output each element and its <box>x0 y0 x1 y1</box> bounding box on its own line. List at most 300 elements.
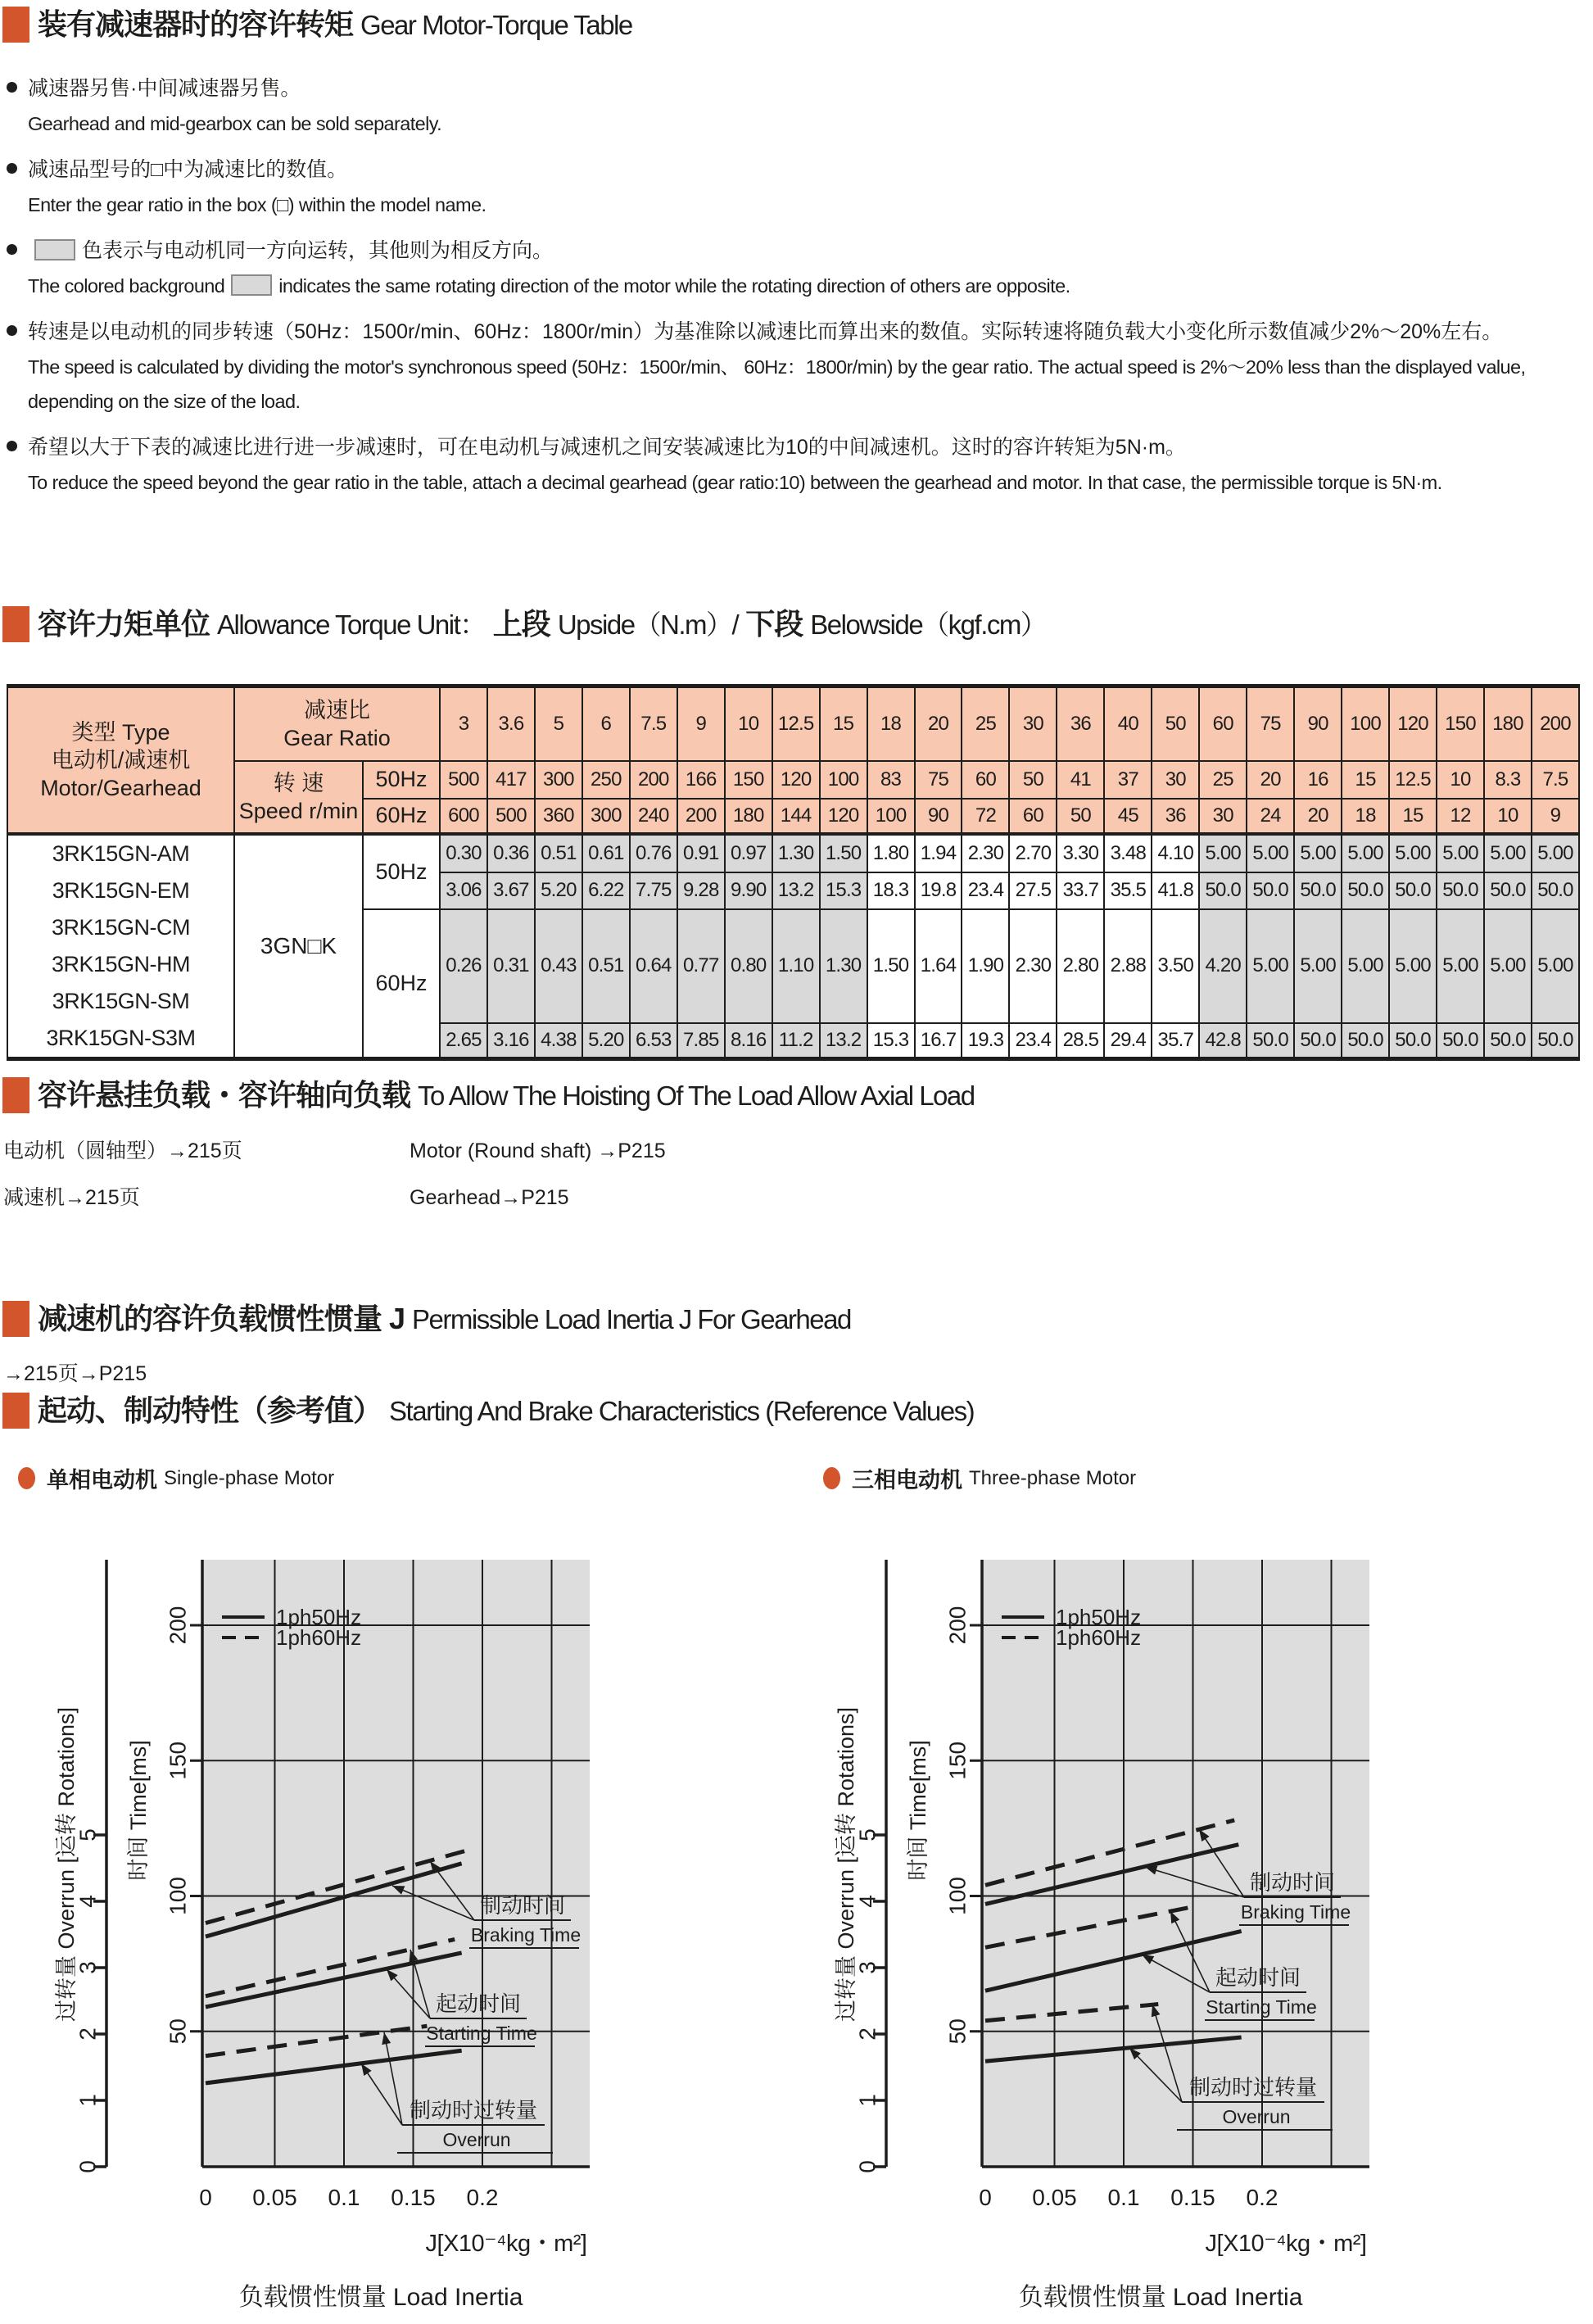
table-header-cell: 9 <box>1532 799 1579 834</box>
table-value-cell: 0.80 <box>725 909 772 1024</box>
table-header-cell: 20 <box>1247 761 1294 799</box>
x-tick-label: 0.15 <box>1170 2185 1215 2210</box>
gear-ratio-zh: 减速比 <box>304 697 370 723</box>
note-zh: 减速品型号的□中为减速比的数值。 <box>28 158 348 181</box>
table-value-cell: 5.00 <box>1199 834 1247 872</box>
table-value-cell: 18.3 <box>867 872 915 909</box>
characteristics-title-zh: 起动、制动特性（参考值） <box>38 1393 382 1427</box>
inertia-page-link: →215页→P215 <box>3 1362 147 1385</box>
table-value-cell: 4.20 <box>1199 909 1247 1024</box>
table-header-cell: 36 <box>1057 686 1104 761</box>
table-header-cell: 100 <box>867 799 915 834</box>
annotation-en: Overrun <box>1222 2106 1291 2127</box>
table-header-cell: 18 <box>867 686 915 761</box>
annotation-zh: 制动时间 <box>1249 1870 1336 1895</box>
gearhead-ref-en: Gearhead→P215 <box>410 1186 569 1209</box>
load-inertia-label: 负载惯性惯量 Load Inertia <box>1018 2284 1303 2311</box>
table-value-cell: 0.76 <box>630 834 677 872</box>
table-header-cell: 60 <box>1009 799 1057 834</box>
table-value-cell: 0.26 <box>440 909 487 1024</box>
table-header-cell: 75 <box>1247 686 1294 761</box>
model-name: 3RK15GN-SM <box>52 988 190 1013</box>
time-tick-label: 150 <box>165 1741 191 1780</box>
single-phase-label <box>18 1462 334 1494</box>
table-value-cell: 3.48 <box>1104 834 1152 872</box>
table-header-cell: 20 <box>1294 799 1342 834</box>
unit-upside-zh: 上段 <box>492 607 550 641</box>
unit-below-en: Belowside（kgf.cm） <box>810 609 1047 640</box>
table-value-cell: 50.0 <box>1342 1023 1389 1058</box>
table-value-cell: 35.5 <box>1104 872 1152 909</box>
overrun-tick-label: 4 <box>854 1895 880 1908</box>
table-header-cell: 10 <box>725 686 772 761</box>
table-header-cell: 75 <box>915 761 962 799</box>
table-header-cell: 100 <box>820 761 867 799</box>
x-tick-label: 0.15 <box>391 2185 436 2210</box>
table-value-cell: 0.77 <box>677 909 725 1024</box>
model-name: 3RK15GN-AM <box>52 840 190 866</box>
note-item <box>2 233 1550 303</box>
type-line: 电动机/减速机 <box>51 747 191 772</box>
overrun-tick-label: 2 <box>854 2027 880 2041</box>
note-zh-text: 色表示与电动机同一方向运转，其他则为相反方向。 <box>82 239 554 262</box>
table-header-cell: 300 <box>535 761 582 799</box>
load-title-en: To Allow The Hoisting Of The Load Allow Axial Load <box>418 1080 975 1111</box>
annotation-zh: 起动时间 <box>435 1991 522 2016</box>
annotation-zh: 起动时间 <box>1215 1965 1301 1990</box>
bullet-icon <box>7 244 17 255</box>
annotation-en: Braking Time <box>1240 1901 1351 1923</box>
x-tick-label: 0 <box>199 2185 212 2210</box>
table-header-cell: 200 <box>677 799 725 834</box>
table-header-cell: 15 <box>820 686 867 761</box>
table-header-cell: 10 <box>1437 761 1484 799</box>
table-value-cell: 50.0 <box>1294 872 1342 909</box>
annotation-en: Braking Time <box>470 1924 582 1946</box>
section-header-load <box>2 1077 975 1114</box>
overrun-axis-title: 过转量 Overrun [运转 Rotations] <box>54 1706 79 2023</box>
single-phase-chart <box>53 1540 606 2318</box>
section-title <box>38 1301 851 1338</box>
table-header-cell: 6 <box>582 686 630 761</box>
table-value-cell: 5.00 <box>1294 834 1342 872</box>
table-value-cell: 41.8 <box>1152 872 1199 909</box>
gear-ratio-en: Gear Ratio <box>283 725 391 750</box>
table-value-cell: 3.30 <box>1057 834 1104 872</box>
table-value-cell: 9.90 <box>725 872 772 909</box>
note-item <box>2 152 1550 222</box>
type-line: 类型 Type <box>71 719 170 745</box>
table-value-cell: 6.53 <box>630 1023 677 1058</box>
table-header-cell: 60 <box>962 761 1009 799</box>
annotation-en: Overrun <box>442 2129 511 2150</box>
overrun-tick-label: 1 <box>75 2094 101 2107</box>
x-tick-label: 0.2 <box>1246 2185 1278 2210</box>
table-value-cell: 1.94 <box>915 834 962 872</box>
note-en-post: indicates the same rotating direction of the motor while the rotating direction of others are opposite. <box>278 275 1070 297</box>
table-value-cell: 3.16 <box>487 1023 535 1058</box>
table-header-cell: 12.5 <box>772 686 820 761</box>
gearhead-ref-zh: 减速机→215页 <box>3 1186 140 1209</box>
data-60hz-label: 60Hz <box>363 909 440 1059</box>
note-en: Enter the gear ratio in the box (□) within the model name. <box>28 194 486 215</box>
table-value-cell: 1.30 <box>772 834 820 872</box>
table-value-cell: 50.0 <box>1389 872 1437 909</box>
annotation-zh: 制动时过转量 <box>1188 2075 1318 2100</box>
note-en: The speed is calculated by dividing the motor's synchronous speed (50Hz：1500r/min、 60Hz：1800r/min) by the gear ratio. The actual speed is 2%～20% less than the displayed value, depending on the size of the load. <box>28 356 1526 412</box>
table-header-cell: 50 <box>1057 799 1104 834</box>
table-value-cell: 6.22 <box>582 872 630 909</box>
table-header-cell: 30 <box>1199 799 1247 834</box>
table-value-cell: 0.64 <box>630 909 677 1024</box>
table-value-cell: 5.00 <box>1484 909 1532 1024</box>
table-header-cell: 9 <box>677 686 725 761</box>
table-value-cell: 42.8 <box>1199 1023 1247 1058</box>
table-value-cell: 19.3 <box>962 1023 1009 1058</box>
x-tick-label: 0.1 <box>1107 2185 1140 2210</box>
table-value-cell: 5.00 <box>1247 909 1294 1024</box>
table-value-cell: 2.65 <box>440 1023 487 1058</box>
note-zh: 希望以大于下表的减速比进行进一步减速时，可在电动机与减速机之间安装减速比为10的中间减速机。这时的容许转矩为5N·m。 <box>28 436 1186 459</box>
table-header-cell: 83 <box>867 761 915 799</box>
note-en <box>28 269 1550 303</box>
time-axis-title: 时间 Time[ms] <box>906 1740 930 1881</box>
overrun-tick-label: 5 <box>75 1828 101 1842</box>
x-tick-label: 0.2 <box>466 2185 499 2210</box>
table-header-cell: 15 <box>1342 761 1389 799</box>
table-value-cell: 1.10 <box>772 909 820 1024</box>
annotation-en: Starting Time <box>1206 1996 1317 2018</box>
table-header-cell: 250 <box>582 761 630 799</box>
table-header-cell: 24 <box>1247 799 1294 834</box>
speed-en: Speed r/min <box>238 798 359 823</box>
orange-square-icon <box>2 7 29 43</box>
table-value-cell: 1.30 <box>820 909 867 1024</box>
table-header-cell: 10 <box>1484 799 1532 834</box>
table-header-cell: 45 <box>1104 799 1152 834</box>
table-header-cell: 50 <box>1152 686 1199 761</box>
table-value-cell: 28.5 <box>1057 1023 1104 1058</box>
table-value-cell: 5.20 <box>535 872 582 909</box>
section-title <box>38 606 1046 643</box>
table-value-cell: 16.7 <box>915 1023 962 1058</box>
note-zh <box>28 233 1550 269</box>
table-header-cell: 15 <box>1389 799 1437 834</box>
overrun-tick-label: 3 <box>854 1961 880 1974</box>
table-value-cell: 0.36 <box>487 834 535 872</box>
time-tick-label: 100 <box>944 1877 971 1915</box>
table-value-cell: 1.80 <box>867 834 915 872</box>
table-header-gear-ratio <box>234 686 440 761</box>
table-value-cell: 5.20 <box>582 1023 630 1058</box>
table-value-cell: 50.0 <box>1532 1023 1579 1058</box>
table-value-cell: 0.30 <box>440 834 487 872</box>
table-header-cell: 60 <box>1199 686 1247 761</box>
table-header-cell: 12.5 <box>1389 761 1437 799</box>
table-header-cell: 25 <box>1199 761 1247 799</box>
table-header-cell: 25 <box>962 686 1009 761</box>
table-header-cell: 90 <box>915 799 962 834</box>
table-header-type <box>7 686 234 834</box>
bullet-icon <box>7 82 17 93</box>
table-value-cell: 11.2 <box>772 1023 820 1058</box>
x-tick-label: 0.1 <box>328 2185 360 2210</box>
table-header-cell: 120 <box>820 799 867 834</box>
section-title-zh: 装有减速器时的容许转矩 <box>38 7 354 41</box>
table-value-cell: 0.91 <box>677 834 725 872</box>
table-value-cell: 1.64 <box>915 909 962 1024</box>
table-value-cell: 0.43 <box>535 909 582 1024</box>
time-axis-title: 时间 Time[ms] <box>126 1740 151 1881</box>
table-value-cell: 15.3 <box>867 1023 915 1058</box>
table-header-cell: 200 <box>630 761 677 799</box>
table-value-cell: 50.0 <box>1437 1023 1484 1058</box>
table-value-cell: 0.61 <box>582 834 630 872</box>
unit-upside-en: Upside（N.m）/ <box>557 609 739 640</box>
table-header-cell: 180 <box>1484 686 1532 761</box>
legend-label: 1ph60Hz <box>1056 1625 1142 1650</box>
legend-label: 1ph50Hz <box>1056 1605 1142 1629</box>
three-phase-label <box>823 1462 1136 1494</box>
gearhead-model-cell: 3GN□K <box>234 834 363 1059</box>
table-header-speed <box>234 761 363 834</box>
section-title <box>38 7 632 43</box>
characteristics-title-en: Starting And Brake Characteristics (Reference Values) <box>389 1396 975 1426</box>
table-value-cell: 1.90 <box>962 909 1009 1024</box>
table-header-cell: 72 <box>962 799 1009 834</box>
model-name: 3RK15GN-HM <box>51 951 191 976</box>
table-header-cell: 3.6 <box>487 686 535 761</box>
annotation-zh: 制动时过转量 <box>409 2098 538 2122</box>
overrun-tick-label: 3 <box>75 1961 101 1974</box>
overrun-axis-title: 过转量 Overrun [运转 Rotations] <box>834 1706 858 2023</box>
table-value-cell: 50.0 <box>1294 1023 1342 1058</box>
three-phase-zh: 三相电动机 <box>852 1468 962 1493</box>
load-inertia-label: 负载惯性惯量 Load Inertia <box>238 2284 523 2311</box>
torque-table <box>7 684 1580 1061</box>
unit-title-en: Allowance Torque Unit： <box>217 609 486 640</box>
type-line: Motor/Gearhead <box>40 775 201 800</box>
table-value-cell: 5.00 <box>1247 834 1294 872</box>
load-title-zh: 容许悬挂负载・容许轴向负载 <box>38 1078 411 1112</box>
table-value-cell: 50.0 <box>1389 1023 1437 1058</box>
three-phase-chart <box>833 1540 1386 2318</box>
table-header-cell: 240 <box>630 799 677 834</box>
note-en: Gearhead and mid-gearbox can be sold separately. <box>28 113 442 134</box>
table-header-cell: 40 <box>1104 686 1152 761</box>
table-value-cell: 50.0 <box>1437 872 1484 909</box>
table-value-cell: 7.85 <box>677 1023 725 1058</box>
time-tick-label: 50 <box>944 2018 971 2045</box>
single-phase-en: Single-phase Motor <box>164 1466 335 1489</box>
x-axis-title: J[X10⁻⁴kg・m²] <box>425 2231 587 2257</box>
table-value-cell: 27.5 <box>1009 872 1057 909</box>
table-header-cell: 120 <box>772 761 820 799</box>
unit-below-zh: 下段 <box>745 607 803 641</box>
table-value-cell: 0.31 <box>487 909 535 1024</box>
table-value-cell: 29.4 <box>1104 1023 1152 1058</box>
table-value-cell: 9.28 <box>677 872 725 909</box>
section-header-torque <box>2 7 632 43</box>
table-header-cell: 36 <box>1152 799 1199 834</box>
time-tick-label: 200 <box>944 1606 971 1645</box>
inertia-title-zh: 减速机的容许负载惯性惯量 J <box>38 1302 405 1335</box>
orange-square-icon <box>2 1077 29 1113</box>
orange-square-icon <box>2 1393 29 1429</box>
table-value-cell: 15.3 <box>820 872 867 909</box>
section-header-characteristics <box>2 1393 974 1429</box>
table-header-cell: 50 <box>1009 761 1057 799</box>
table-value-cell: 50.0 <box>1342 872 1389 909</box>
table-value-cell: 5.00 <box>1342 834 1389 872</box>
table-header-cell: 5 <box>535 686 582 761</box>
table-value-cell: 23.4 <box>1009 1023 1057 1058</box>
note-en-pre: The colored background <box>28 275 225 297</box>
time-tick-label: 100 <box>165 1877 191 1915</box>
table-value-cell: 5.00 <box>1437 834 1484 872</box>
orange-dot-icon <box>823 1467 840 1489</box>
table-value-cell: 5.00 <box>1342 909 1389 1024</box>
note-item <box>2 429 1550 500</box>
table-header-cell: 360 <box>535 799 582 834</box>
x-tick-label: 0.05 <box>252 2185 297 2210</box>
table-header-cell: 600 <box>440 799 487 834</box>
table-value-cell: 35.7 <box>1152 1023 1199 1058</box>
table-value-cell: 2.88 <box>1104 909 1152 1024</box>
table-header-cell: 8.3 <box>1484 761 1532 799</box>
table-header-cell: 30 <box>1152 761 1199 799</box>
table-value-cell: 1.50 <box>867 909 915 1024</box>
orange-square-icon <box>2 1301 29 1337</box>
model-list-cell <box>7 834 234 1059</box>
table-value-cell: 50.0 <box>1247 1023 1294 1058</box>
x-tick-label: 0.05 <box>1032 2185 1077 2210</box>
model-name: 3RK15GN-EM <box>52 877 190 903</box>
note-item <box>2 314 1550 419</box>
table-value-cell: 2.80 <box>1057 909 1104 1024</box>
table-header-cell: 150 <box>1437 686 1484 761</box>
overrun-tick-label: 5 <box>854 1828 880 1842</box>
model-name: 3RK15GN-CM <box>51 914 191 940</box>
table-header-cell: 200 <box>1532 686 1579 761</box>
table-header-cell: 30 <box>1009 686 1057 761</box>
annotation-zh: 制动时间 <box>479 1893 566 1918</box>
table-value-cell: 5.00 <box>1389 834 1437 872</box>
legend-label: 1ph60Hz <box>276 1625 362 1650</box>
table-value-cell: 0.51 <box>535 834 582 872</box>
section-title <box>38 1077 975 1114</box>
table-value-cell: 2.30 <box>962 834 1009 872</box>
orange-square-icon <box>2 606 29 642</box>
table-value-cell: 3.67 <box>487 872 535 909</box>
motor-ref-en: Motor (Round shaft) →P215 <box>410 1139 666 1162</box>
table-header-cell: 120 <box>1389 686 1437 761</box>
table-header-cell: 166 <box>677 761 725 799</box>
table-value-cell: 5.00 <box>1294 909 1342 1024</box>
table-value-cell: 5.00 <box>1532 909 1579 1024</box>
table-header-cell: 7.5 <box>630 686 677 761</box>
section-title <box>38 1393 974 1429</box>
table-value-cell: 5.00 <box>1532 834 1579 872</box>
table-value-cell: 5.00 <box>1437 909 1484 1024</box>
orange-dot-icon <box>18 1467 35 1489</box>
color-swatch-icon <box>231 274 272 296</box>
table-value-cell: 19.8 <box>915 872 962 909</box>
bullet-icon <box>7 163 17 174</box>
table-value-cell: 23.4 <box>962 872 1009 909</box>
speed-zh: 转 速 <box>273 770 324 795</box>
table-value-cell: 50.0 <box>1532 872 1579 909</box>
inertia-title-en: Permissible Load Inertia J For Gearhead <box>412 1304 851 1334</box>
table-value-cell: 0.97 <box>725 834 772 872</box>
note-zh: 减速器另售·中间减速器另售。 <box>28 77 301 100</box>
table-value-cell: 2.70 <box>1009 834 1057 872</box>
legend-label: 1ph50Hz <box>276 1605 362 1629</box>
table-value-cell: 33.7 <box>1057 872 1104 909</box>
note-zh: 转速是以电动机的同步转速（50Hz：1500r/min、60Hz：1800r/min）为基准除以减速比而算出来的数值。实际转速将随负载大小变化所示数值减少2%～20%左右。 <box>28 320 1503 343</box>
table-header-cell: 41 <box>1057 761 1104 799</box>
x-axis-title: J[X10⁻⁴kg・m²] <box>1205 2231 1367 2257</box>
table-header-cell: 18 <box>1342 799 1389 834</box>
section-header-inertia <box>2 1301 851 1338</box>
table-value-cell: 4.10 <box>1152 834 1199 872</box>
overrun-tick-label: 1 <box>854 2094 880 2107</box>
table-header-cell: 144 <box>772 799 820 834</box>
overrun-tick-label: 0 <box>75 2160 101 2173</box>
table-value-cell: 4.38 <box>535 1023 582 1058</box>
three-phase-en: Three-phase Motor <box>969 1466 1137 1489</box>
note-en: To reduce the speed beyond the gear ratio in the table, attach a decimal gearhead (gear ratio:10) between the gearhead and motor. In that case, the permissible torque is 5N·m. <box>28 472 1442 493</box>
table-value-cell: 50.0 <box>1484 872 1532 909</box>
time-tick-label: 50 <box>165 2018 191 2045</box>
table-value-cell: 8.16 <box>725 1023 772 1058</box>
table-header-cell: 500 <box>487 799 535 834</box>
overrun-tick-label: 2 <box>75 2027 101 2041</box>
table-value-cell: 3.50 <box>1152 909 1199 1024</box>
section-title-en: Gear Motor-Torque Table <box>360 10 632 40</box>
time-tick-label: 150 <box>944 1741 971 1780</box>
bullet-icon <box>7 441 17 451</box>
table-header-cell: 37 <box>1104 761 1152 799</box>
notes-list <box>2 70 1550 510</box>
table-header-cell: 150 <box>725 761 772 799</box>
model-name: 3RK15GN-S3M <box>46 1025 196 1050</box>
time-tick-label: 200 <box>165 1606 191 1645</box>
table-value-cell: 50.0 <box>1247 872 1294 909</box>
table-value-cell: 13.2 <box>772 872 820 909</box>
table-header-cell: 90 <box>1294 686 1342 761</box>
table-value-cell: 13.2 <box>820 1023 867 1058</box>
table-header-cell: 7.5 <box>1532 761 1579 799</box>
table-value-cell: 1.50 <box>820 834 867 872</box>
x-tick-label: 0 <box>979 2185 992 2210</box>
table-header-cell: 3 <box>440 686 487 761</box>
table-value-cell: 7.75 <box>630 872 677 909</box>
section-header-unit <box>2 606 1046 643</box>
table-header-cell: 300 <box>582 799 630 834</box>
bullet-icon <box>7 325 17 336</box>
overrun-tick-label: 4 <box>75 1895 101 1908</box>
table-value-cell: 0.51 <box>582 909 630 1024</box>
table-value-cell: 5.00 <box>1484 834 1532 872</box>
motor-ref-zh: 电动机（圆轴型）→215页 <box>3 1139 242 1162</box>
table-value-cell: 50.0 <box>1484 1023 1532 1058</box>
speed-60hz-label: 60Hz <box>363 799 440 834</box>
table-value-cell: 2.30 <box>1009 909 1057 1024</box>
table-header-cell: 20 <box>915 686 962 761</box>
speed-50hz-label: 50Hz <box>363 761 440 799</box>
table-header-cell: 12 <box>1437 799 1484 834</box>
